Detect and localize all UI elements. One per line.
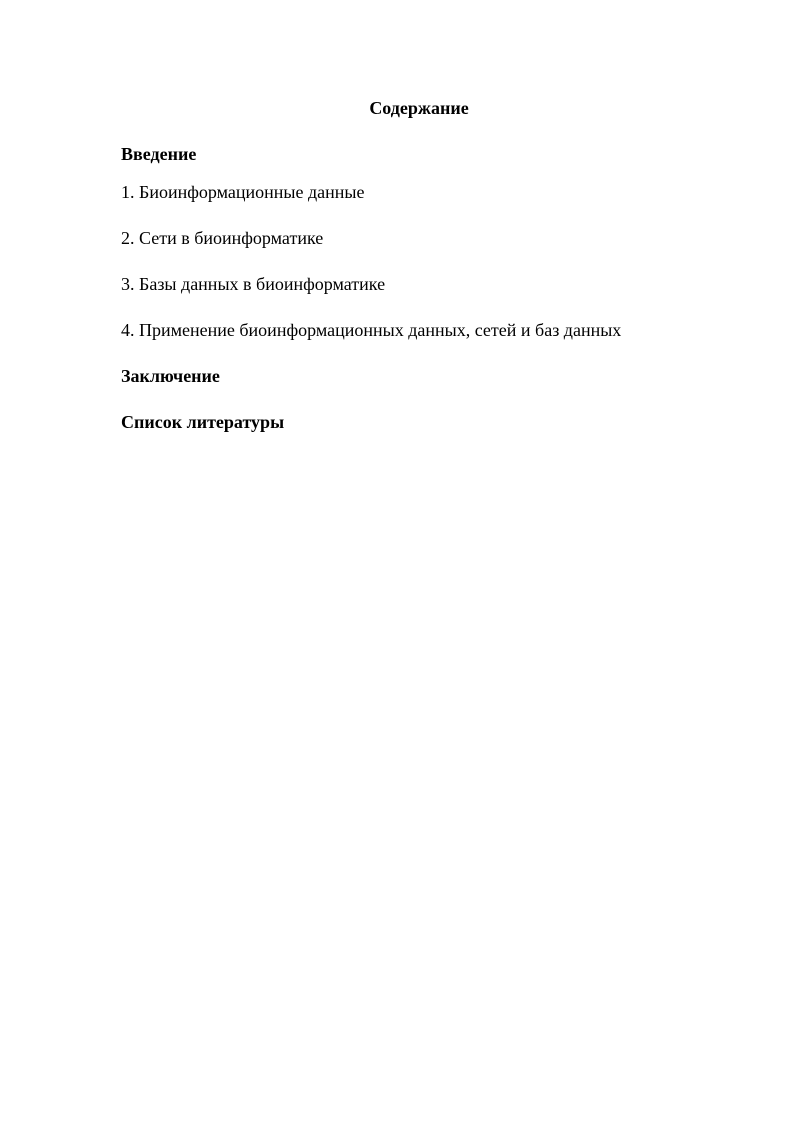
- toc-entry-section-2: 2. Сети в биоинформатике: [121, 228, 324, 248]
- toc-entry-references: Список литературы: [121, 412, 285, 432]
- toc-entry-section-3: 3. Базы данных в биоинформатике: [121, 274, 386, 294]
- toc-entry-section-1: 1. Биоинформационные данные: [121, 182, 365, 202]
- toc-entry-section-4: 4. Применение биоинформационных данных, сетей и баз данных: [121, 320, 622, 340]
- table-of-contents: [121, 142, 741, 456]
- toc-entry-conclusion: Заключение: [121, 366, 220, 386]
- toc-entry-introduction: Введение: [121, 144, 197, 164]
- page-title: Содержание: [369, 98, 469, 118]
